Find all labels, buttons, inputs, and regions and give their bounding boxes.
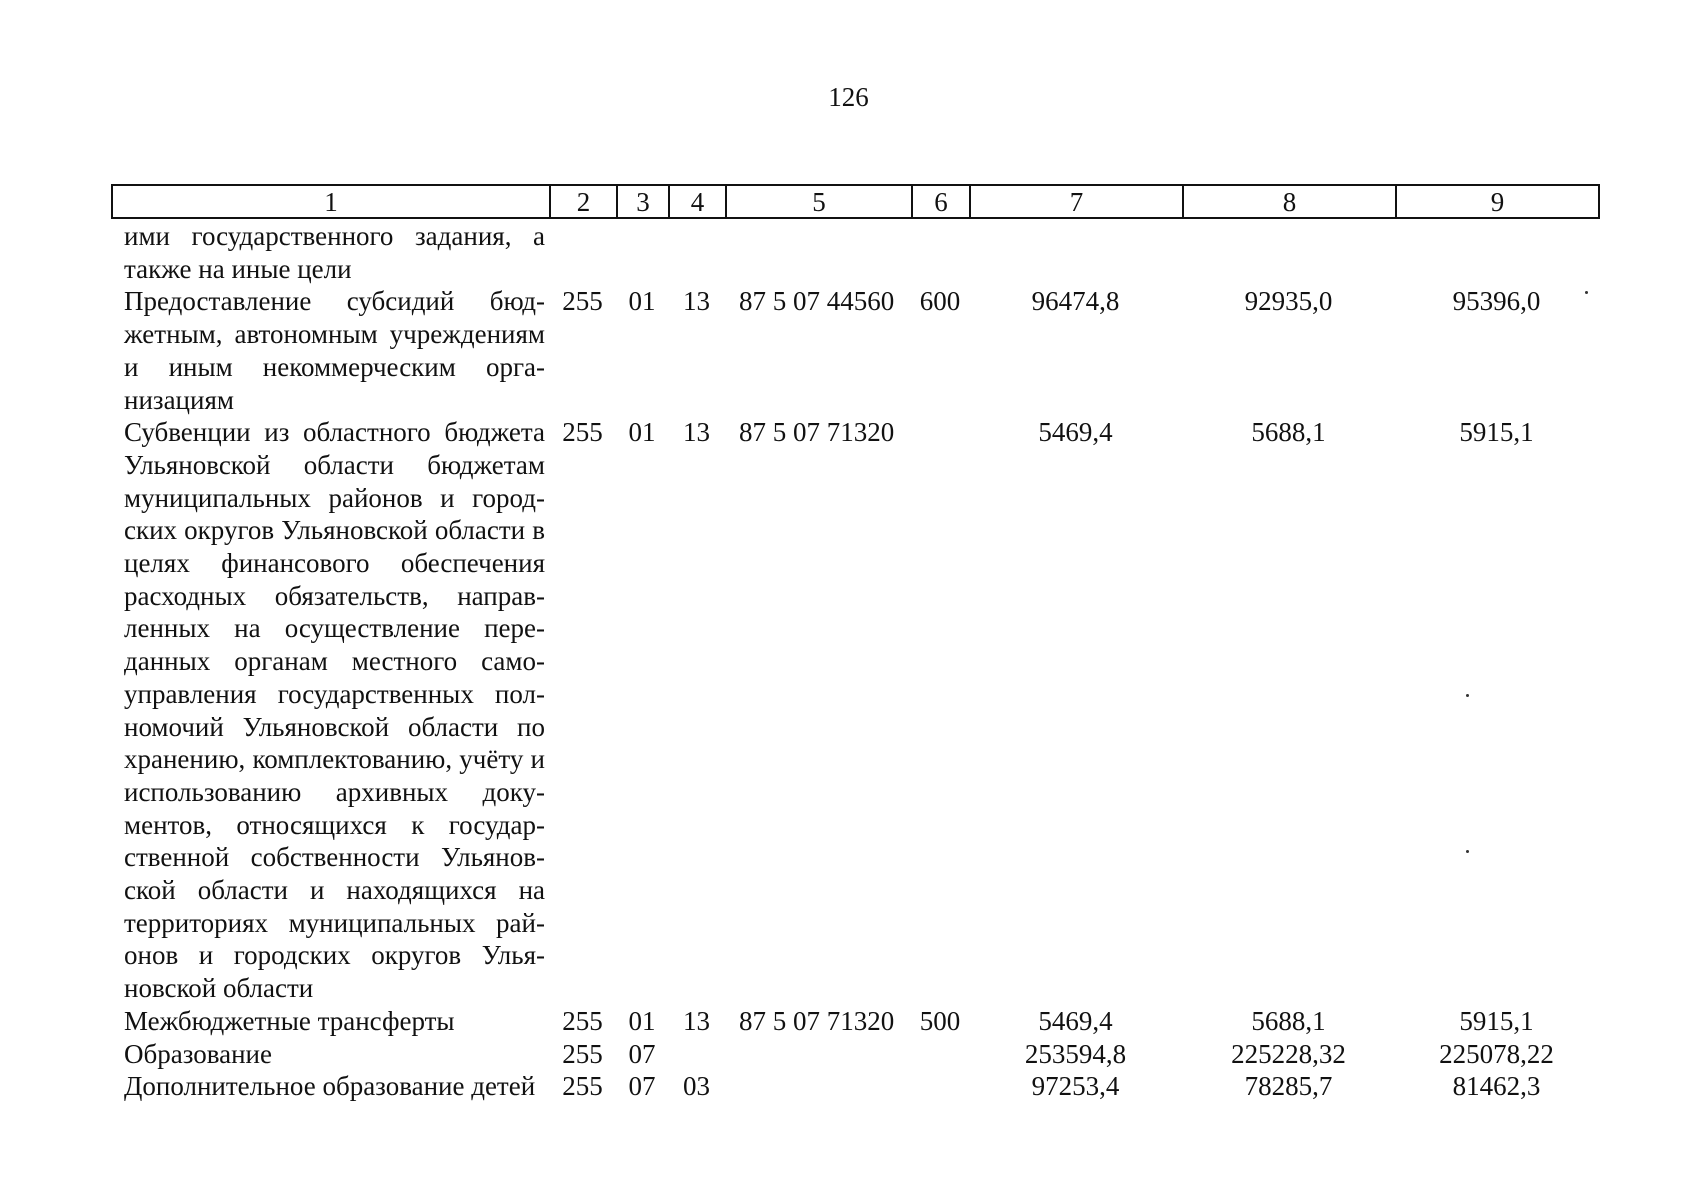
cell-col-7: 96474,8 — [1031, 286, 1120, 317]
table-row — [111, 416, 1598, 1005]
scan-speck — [1585, 291, 1588, 294]
cell-col-6 — [911, 1038, 969, 1071]
cell-col-9: 225078,22 — [1439, 1038, 1554, 1069]
column-header-5: 5 — [726, 185, 912, 218]
cell-col-4: 03 — [683, 1071, 710, 1102]
cell-col-8 — [1182, 220, 1395, 285]
cell-col-4 — [668, 220, 725, 285]
cell-col-6: 500 — [919, 1005, 961, 1036]
cell-col-4: 13 — [683, 417, 710, 448]
cell-col-2: 255 — [562, 1005, 603, 1036]
column-number-header — [111, 184, 1600, 219]
column-header-1: 1 — [112, 185, 550, 218]
budget-table — [111, 220, 1598, 1103]
cell-col-5 — [725, 1038, 911, 1071]
cell-col-7: 253594,8 — [1024, 1038, 1127, 1069]
table-row — [111, 1070, 1598, 1103]
cell-col-9: 81462,3 — [1452, 1071, 1541, 1102]
cell-col-2 — [549, 220, 616, 285]
column-header-7: 7 — [970, 185, 1183, 218]
row-name: Предоставление субсидий бюджетным, автономным учреждениям и иным некоммерческим организациям — [124, 286, 545, 415]
scan-speck — [1466, 850, 1469, 853]
cell-col-9: 5915,1 — [1459, 1005, 1534, 1036]
cell-col-3: 01 — [628, 417, 656, 448]
cell-col-6 — [911, 220, 969, 285]
cell-col-6 — [911, 1070, 969, 1103]
scan-speck — [1466, 694, 1469, 697]
cell-col-2: 255 — [562, 1071, 603, 1102]
table-row — [111, 220, 1598, 285]
cell-col-8: 5688,1 — [1251, 417, 1326, 448]
cell-col-4: 13 — [683, 1005, 710, 1036]
column-header-9: 9 — [1396, 185, 1599, 218]
table-row — [111, 1005, 1598, 1038]
page-number: 126 — [828, 82, 869, 112]
row-name: Субвенции из областного бюджета Ульяновской области бюджетам муниципальных районов и городских округов Ульяновской области в целях финансового обеспечения расходных обязательств, направленных на осуществление переданных органам местного самоуправления государственных полномочий Ульяновской области по хранению, комплектованию, учёту и использованию архивных документов, относящихся к государственной собственности Ульяновской области и находящихся на территориях муниципальных районов и городских округов Ульяновской области — [124, 417, 545, 1004]
cell-col-9: 5915,1 — [1459, 417, 1534, 448]
column-header-4: 4 — [669, 185, 726, 218]
cell-col-3 — [616, 220, 668, 285]
cell-col-3: 07 — [628, 1071, 656, 1102]
table-row — [111, 1038, 1598, 1071]
cell-col-5: 87 5 07 44560 — [739, 286, 895, 317]
cell-col-6: 600 — [919, 286, 961, 317]
cell-col-7 — [969, 220, 1182, 285]
cell-col-5 — [725, 220, 911, 285]
column-header-6: 6 — [912, 185, 970, 218]
cell-col-6 — [911, 416, 969, 1005]
cell-col-5: 87 5 07 71320 — [739, 417, 895, 448]
cell-col-4 — [668, 1038, 725, 1071]
column-header-8: 8 — [1183, 185, 1396, 218]
row-name: Образование — [124, 1038, 272, 1069]
cell-col-3: 01 — [628, 1005, 656, 1036]
cell-col-2: 255 — [562, 286, 603, 317]
cell-col-8: 225228,32 — [1231, 1038, 1346, 1069]
cell-col-9: 95396,0 — [1452, 286, 1541, 317]
cell-col-3: 01 — [628, 286, 656, 317]
table-row — [111, 285, 1598, 416]
cell-col-3: 07 — [628, 1038, 656, 1069]
cell-col-5: 87 5 07 71320 — [739, 1005, 895, 1036]
cell-col-7: 5469,4 — [1038, 417, 1113, 448]
cell-col-9 — [1395, 220, 1598, 285]
cell-col-8: 5688,1 — [1251, 1005, 1326, 1036]
cell-col-2: 255 — [562, 1038, 603, 1069]
cell-col-8: 92935,0 — [1244, 286, 1333, 317]
cell-col-7: 97253,4 — [1031, 1071, 1120, 1102]
cell-col-7: 5469,4 — [1038, 1005, 1113, 1036]
cell-col-2: 255 — [562, 417, 603, 448]
cell-col-8: 78285,7 — [1244, 1071, 1333, 1102]
cell-col-5 — [725, 1070, 911, 1103]
row-name: Дополнительное образование детей — [124, 1071, 536, 1102]
row-name: ими государственного задания, а также на иные цели — [124, 221, 545, 284]
column-header-2: 2 — [550, 185, 617, 218]
cell-col-4: 13 — [683, 286, 710, 317]
column-header-3: 3 — [617, 185, 669, 218]
row-name: Межбюджетные трансферты — [124, 1005, 455, 1036]
